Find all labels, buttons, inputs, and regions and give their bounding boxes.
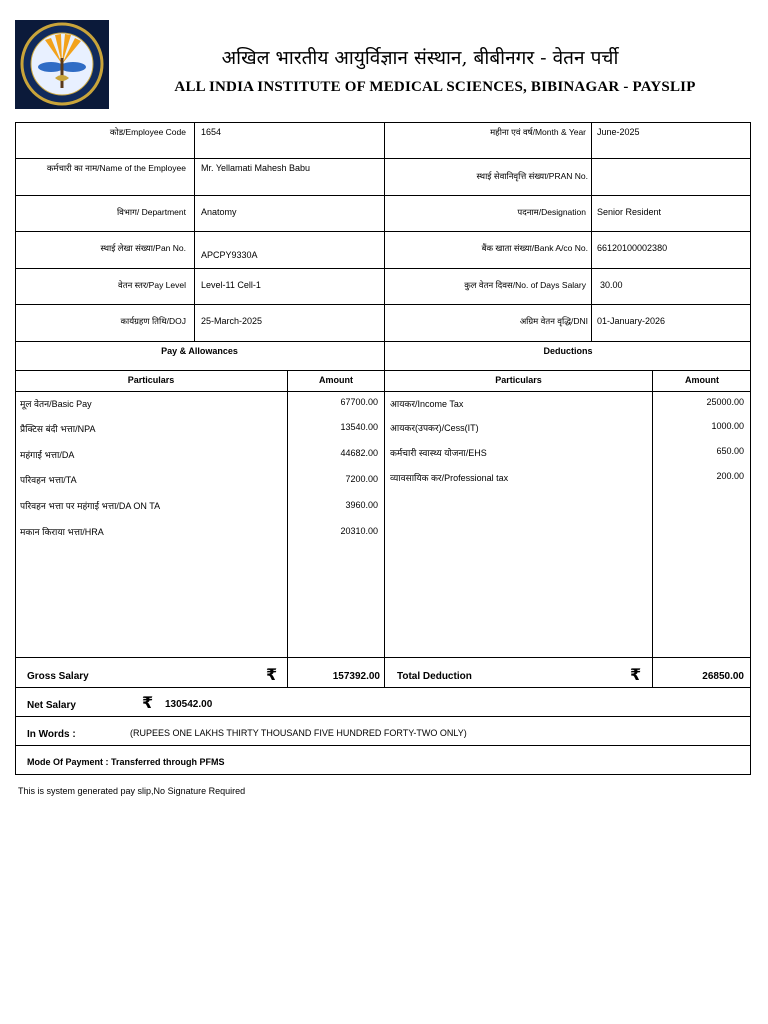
deduction-particulars-header: Particulars <box>495 375 542 385</box>
designation: Senior Resident <box>597 207 662 217</box>
rupee-icon: ₹ <box>266 667 278 684</box>
deduction-amount-header: Amount <box>685 375 719 385</box>
deduction-name: व्यावसायिक कर/Professional tax <box>390 473 509 483</box>
allowances-heading: Pay & Allowances <box>161 346 238 356</box>
divider <box>15 391 751 392</box>
divider <box>15 716 751 717</box>
allowance-amount: 67700.00 <box>340 397 378 407</box>
in-words-label: In Words : <box>27 729 76 740</box>
allowance-name: मकान किराया भत्ता/HRA <box>20 527 104 537</box>
doj-label: कार्यग्रहण तिथि/DOJ <box>120 316 186 326</box>
gross-salary: 157392.00 <box>332 671 380 682</box>
title-english: ALL INDIA INSTITUTE OF MEDICAL SCIENCES, BIBINAGAR - PAYSLIP <box>174 79 696 95</box>
pan-label: स्थाई लेखा संख्या/Pan No. <box>100 243 186 253</box>
divider <box>384 122 385 657</box>
pran-label: स्थाई सेवानिवृत्ति संख्या/PRAN No. <box>476 171 588 181</box>
month-year: June-2025 <box>597 127 640 137</box>
days-salary: 30.00 <box>600 280 623 290</box>
gross-salary-label: Gross Salary <box>27 671 89 682</box>
doj: 25-March-2025 <box>201 316 263 326</box>
net-salary: 130542.00 <box>165 699 213 710</box>
divider <box>15 231 751 232</box>
deduction-name: आयकर/Income Tax <box>390 399 464 409</box>
divider <box>15 195 751 196</box>
allowance-amount: 3960.00 <box>345 500 378 510</box>
divider <box>15 341 751 342</box>
divider <box>15 687 751 688</box>
allowance-name: परिवहन भत्ता पर महंगाई भत्ता/DA ON TA <box>20 501 161 511</box>
allowance-particulars-header: Particulars <box>127 375 175 385</box>
employee-name: Mr. Yellamati Mahesh Babu <box>201 163 311 173</box>
pay-level-label: वेतन स्तर/Pay Level <box>118 280 186 290</box>
deduction-amount: 25000.00 <box>706 397 744 407</box>
pan-number: APCPY9330A <box>201 250 258 260</box>
bank-account: 66120100002380 <box>597 243 668 253</box>
total-deduction: 26850.00 <box>702 671 744 682</box>
department: Anatomy <box>201 207 237 217</box>
net-salary-label: Net Salary <box>27 700 76 711</box>
deduction-amount: 200.00 <box>716 471 744 481</box>
divider <box>384 657 385 687</box>
deduction-name: कर्मचारी स्वास्थ्य योजना/EHS <box>390 448 487 458</box>
bank-label: बैंक खाता संख्या/Bank A/co No. <box>481 243 588 253</box>
payment-mode: Mode Of Payment : Transferred through PFMS <box>27 757 225 767</box>
allowance-amount: 44682.00 <box>340 448 378 458</box>
days-salary-label: कुल वेतन दिवस/No. of Days Salary <box>464 280 586 290</box>
department-label: विभाग/ Department <box>116 207 186 217</box>
rupee-icon: ₹ <box>630 667 642 684</box>
allowance-name: प्रैक्टिस बंदी भत्ता/NPA <box>20 424 96 434</box>
deduction-name: आयकर(उपकर)/Cess(IT) <box>390 423 479 433</box>
divider <box>15 158 751 159</box>
employee-name-label: कर्मचारी का नाम/Name of the Employee <box>46 163 186 173</box>
allowance-amount: 20310.00 <box>340 526 378 536</box>
in-words-value: (RUPEES ONE LAKHS THIRTY THOUSAND FIVE HUNDRED FORTY-TWO ONLY) <box>130 728 467 738</box>
designation-label: पदनाम/Designation <box>517 207 586 217</box>
month-year-label: महीना एवं वर्ष/Month & Year <box>490 127 586 137</box>
divider <box>15 268 751 269</box>
allowance-name: मूल वेतन/Basic Pay <box>20 399 92 409</box>
divider <box>15 657 751 658</box>
dni-label: अग्रिम वेतन वृद्धि/DNI <box>519 316 588 326</box>
allowance-amount-header: Amount <box>319 375 353 385</box>
employee-code-label: कोड/Employee Code <box>109 127 186 137</box>
allowance-name: महंगाई भत्ता/DA <box>20 450 75 460</box>
aiims-logo <box>15 20 109 109</box>
deduction-amount: 1000.00 <box>711 421 744 431</box>
divider <box>652 370 653 687</box>
footer-note: This is system generated pay slip,No Signature Required <box>18 786 246 796</box>
allowance-amount: 13540.00 <box>340 422 378 432</box>
allowance-name: परिवहन भत्ता/TA <box>20 475 77 485</box>
deductions-heading: Deductions <box>543 346 593 356</box>
employee-code: 1654 <box>201 127 222 137</box>
total-deduction-label: Total Deduction <box>397 671 472 682</box>
divider <box>15 304 751 305</box>
allowance-amount: 7200.00 <box>345 474 378 484</box>
deduction-amount: 650.00 <box>716 446 744 456</box>
pay-level: Level-11 Cell-1 <box>201 280 261 290</box>
rupee-icon: ₹ <box>142 695 154 712</box>
divider <box>15 370 751 371</box>
aiims-emblem-icon <box>15 20 109 109</box>
title-hindi: अखिल भारतीय आयुर्विज्ञान संस्थान, बीबीनगर - वेतन पर्ची <box>221 47 619 69</box>
dni: 01-January-2026 <box>597 316 666 326</box>
divider <box>15 745 751 746</box>
